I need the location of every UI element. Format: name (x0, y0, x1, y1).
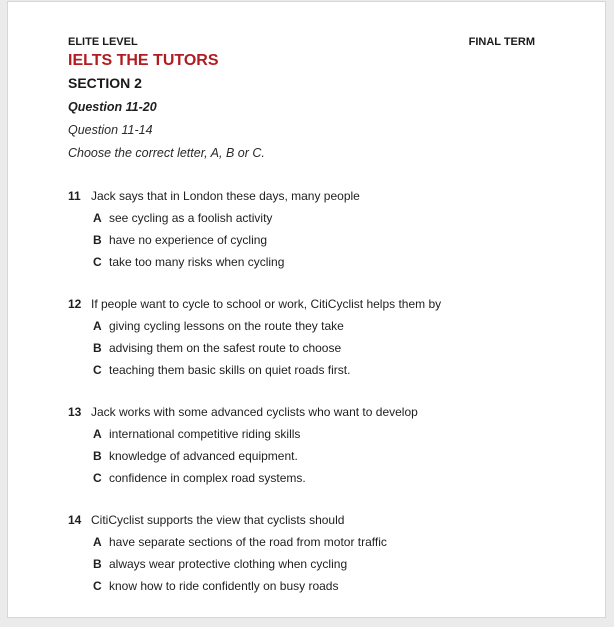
question-number: 12 (68, 297, 82, 311)
option-letter: B (93, 449, 102, 463)
option-letter: C (93, 363, 102, 377)
question-13-option-c (68, 467, 535, 489)
header-left (68, 35, 219, 70)
question-13-option-a (68, 423, 535, 445)
option-text: knowledge of advanced equipment. (109, 449, 298, 463)
option-text: confidence in complex road systems. (109, 471, 306, 485)
option-letter: B (93, 341, 102, 355)
page-content (8, 2, 605, 597)
brand-title: IELTS THE TUTORS (68, 52, 219, 69)
question-text: Jack works with some advanced cyclists who want to develop (91, 405, 418, 419)
question-text: CitiCyclist supports the view that cyclists should (91, 513, 345, 527)
question-number: 13 (68, 405, 82, 419)
option-letter: A (93, 319, 102, 333)
question-list (68, 185, 535, 597)
option-text: teaching them basic skills on quiet roads first. (109, 363, 351, 377)
question-subrange: Question 11-14 (68, 123, 153, 137)
question-11-option-a (68, 207, 535, 229)
question-12 (68, 293, 535, 381)
document-page (7, 1, 606, 618)
level-label: ELITE LEVEL (68, 36, 138, 48)
option-text: know how to ride confidently on busy roads (109, 579, 339, 593)
term-label: FINAL TERM (468, 36, 535, 48)
question-text: Jack says that in London these days, many people (91, 189, 360, 203)
question-14-option-c (68, 575, 535, 597)
question-11-option-c (68, 251, 535, 273)
section-title: SECTION 2 (68, 75, 142, 91)
option-letter: A (93, 427, 102, 441)
option-text: advising them on the safest route to choose (109, 341, 342, 355)
question-range: Question 11-20 (68, 100, 157, 114)
option-letter: A (93, 535, 102, 549)
option-text: international competitive riding skills (109, 427, 301, 441)
question-number: 11 (68, 189, 81, 203)
option-text: have no experience of cycling (109, 233, 268, 247)
question-14 (68, 509, 535, 597)
question-11-option-b (68, 229, 535, 251)
option-text: take too many risks when cycling (109, 255, 285, 269)
option-letter: B (93, 233, 102, 247)
question-14-option-b (68, 553, 535, 575)
question-text: If people want to cycle to school or work, CitiCyclist helps them by (91, 297, 442, 311)
question-13 (68, 401, 535, 489)
question-12-option-b (68, 337, 535, 359)
option-letter: C (93, 255, 102, 269)
question-header (68, 509, 535, 531)
question-number: 14 (68, 513, 82, 527)
instruction-text: Choose the correct letter, A, B or C. (68, 146, 265, 160)
option-letter: C (93, 579, 102, 593)
question-12-option-a (68, 315, 535, 337)
question-header (68, 293, 535, 315)
question-12-option-c (68, 359, 535, 381)
question-14-option-a (68, 531, 535, 553)
option-text: have separate sections of the road from motor traffic (109, 535, 387, 549)
option-letter: C (93, 471, 102, 485)
header (68, 35, 535, 70)
option-text: always wear protective clothing when cycling (109, 557, 348, 571)
option-letter: A (93, 211, 102, 225)
question-header (68, 185, 535, 207)
option-text: giving cycling lessons on the route they take (109, 319, 344, 333)
question-11 (68, 185, 535, 273)
question-13-option-b (68, 445, 535, 467)
option-letter: B (93, 557, 102, 571)
option-text: see cycling as a foolish activity (109, 211, 273, 225)
question-header (68, 401, 535, 423)
